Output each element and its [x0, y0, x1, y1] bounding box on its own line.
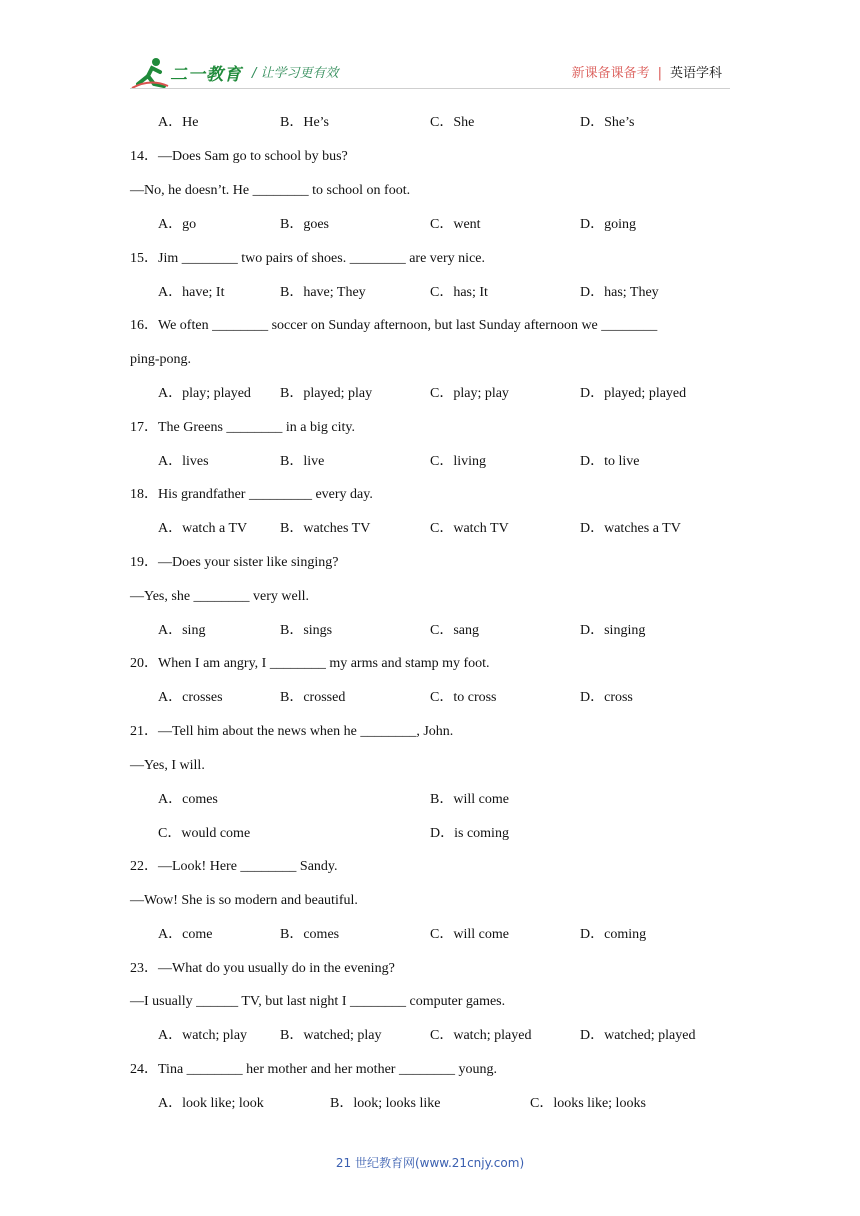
q21-option-c: C．would come [158, 826, 251, 841]
q18-option-a: A．watch a TV [158, 521, 248, 536]
q14-line2: —No, he doesn’t. He ________ to school on foot. [130, 183, 411, 198]
q18-stem: 18．His grandfather _________ every day. [130, 487, 373, 502]
q16-option-b: B．played; play [280, 386, 373, 401]
q18-option-d: D．watches a TV [580, 521, 681, 536]
q20-stem: 20．When I am angry, I ________ my arms and stamp my foot. [130, 656, 490, 671]
q17-option-d: D．to live [580, 454, 640, 469]
q15-option-a: A．have; It [158, 285, 225, 300]
q20-option-d: D．cross [580, 690, 633, 705]
q16-option-a: A．play; played [158, 386, 251, 401]
q17-stem: 17．The Greens ________ in a big city. [130, 420, 355, 435]
q21-option-d: D．is coming [430, 826, 509, 841]
q23-option-c: C．watch; played [430, 1028, 532, 1043]
q20-option-b: B．crossed [280, 690, 346, 705]
q18-option-b: B．watches TV [280, 521, 371, 536]
q19-option-c: C．sang [430, 623, 479, 638]
q19-option-a: A．sing [158, 623, 206, 638]
q22-option-a: A．come [158, 927, 213, 942]
q16-stem: 16．We often ________ soccer on Sunday afternoon, but last Sunday afternoon we ________ [130, 318, 658, 333]
page-footer: 21 世纪教育网(www.21cnjy.com) [335, 1156, 525, 1170]
q15-option-b: B．have; They [280, 285, 366, 300]
subject-label: 英语学科 [669, 66, 722, 81]
page-header [0, 0, 860, 100]
q15-option-c: C．has; It [430, 285, 488, 300]
q17-option-a: A．lives [158, 454, 209, 469]
q22-option-b: B．comes [280, 927, 340, 942]
q23-option-b: B．watched; play [280, 1028, 382, 1043]
q23-option-d: D．watched; played [580, 1028, 696, 1043]
q22-stem: 22．—Look! Here ________ Sandy. [130, 859, 338, 874]
q24-stem: 24．Tina ________ her mother and her mother ________ young. [130, 1062, 497, 1077]
q16-line2: ping-pong. [130, 352, 192, 367]
header-divider [130, 88, 730, 89]
q24-option-a: A．look like; look [158, 1096, 264, 1111]
q22-option-c: C．will come [430, 927, 509, 942]
q19-line2: —Yes, she ________ very well. [130, 589, 310, 604]
q17-option-b: B．live [280, 454, 325, 469]
q21-line2: —Yes, I will. [130, 758, 205, 773]
q15-option-d: D．has; They [580, 285, 659, 300]
q14-option-a: A．go [158, 217, 197, 232]
q13-option-d: D．She’s [580, 115, 635, 130]
q14-stem: 14．—Does Sam go to school by bus? [130, 149, 348, 164]
q19-option-d: D．singing [580, 623, 646, 638]
q23-stem: 23．—What do you usually do in the evening? [130, 961, 395, 976]
q23-option-a: A．watch; play [158, 1028, 248, 1043]
q17-option-c: C．living [430, 454, 487, 469]
q16-option-d: D．played; played [580, 386, 687, 401]
q22-option-d: D．coming [580, 927, 647, 942]
q14-option-b: B．goes [280, 217, 329, 232]
q24-option-b: B．look; looks like [330, 1096, 441, 1111]
runner-icon [130, 56, 170, 90]
brand-logo [130, 56, 242, 90]
q13-option-c: C．She [430, 115, 475, 130]
q18-option-c: C．watch TV [430, 521, 509, 536]
q19-stem: 19．—Does your sister like singing? [130, 555, 339, 570]
q20-option-c: C．to cross [430, 690, 497, 705]
q14-option-d: D．going [580, 217, 636, 232]
q13-option-b: B．He’s [280, 115, 329, 130]
header-separator: | [657, 66, 662, 81]
header-subject-info [572, 62, 722, 81]
q23-line2: —I usually ______ TV, but last night I ________ computer games. [130, 994, 506, 1009]
q24-option-c: C．looks like; looks [530, 1096, 646, 1111]
q15-stem: 15．Jim ________ two pairs of shoes. ________ are very nice. [130, 251, 485, 266]
q21-option-b: B．will come [430, 792, 509, 807]
q21-option-a: A．comes [158, 792, 218, 807]
q13-option-a: A．He [158, 115, 199, 130]
q20-option-a: A．crosses [158, 690, 223, 705]
q16-option-c: C．play; play [430, 386, 509, 401]
q19-option-b: B．sings [280, 623, 333, 638]
slogan: / 让学习更有效 [252, 66, 339, 81]
q14-option-c: C．went [430, 217, 481, 232]
q21-stem: 21．—Tell him about the news when he ________, John. [130, 724, 454, 739]
q22-line2: —Wow! She is so modern and beautiful. [130, 893, 358, 908]
course-label: 新课备课备考 [571, 66, 650, 81]
logo-text: 二一教育 [170, 65, 242, 85]
